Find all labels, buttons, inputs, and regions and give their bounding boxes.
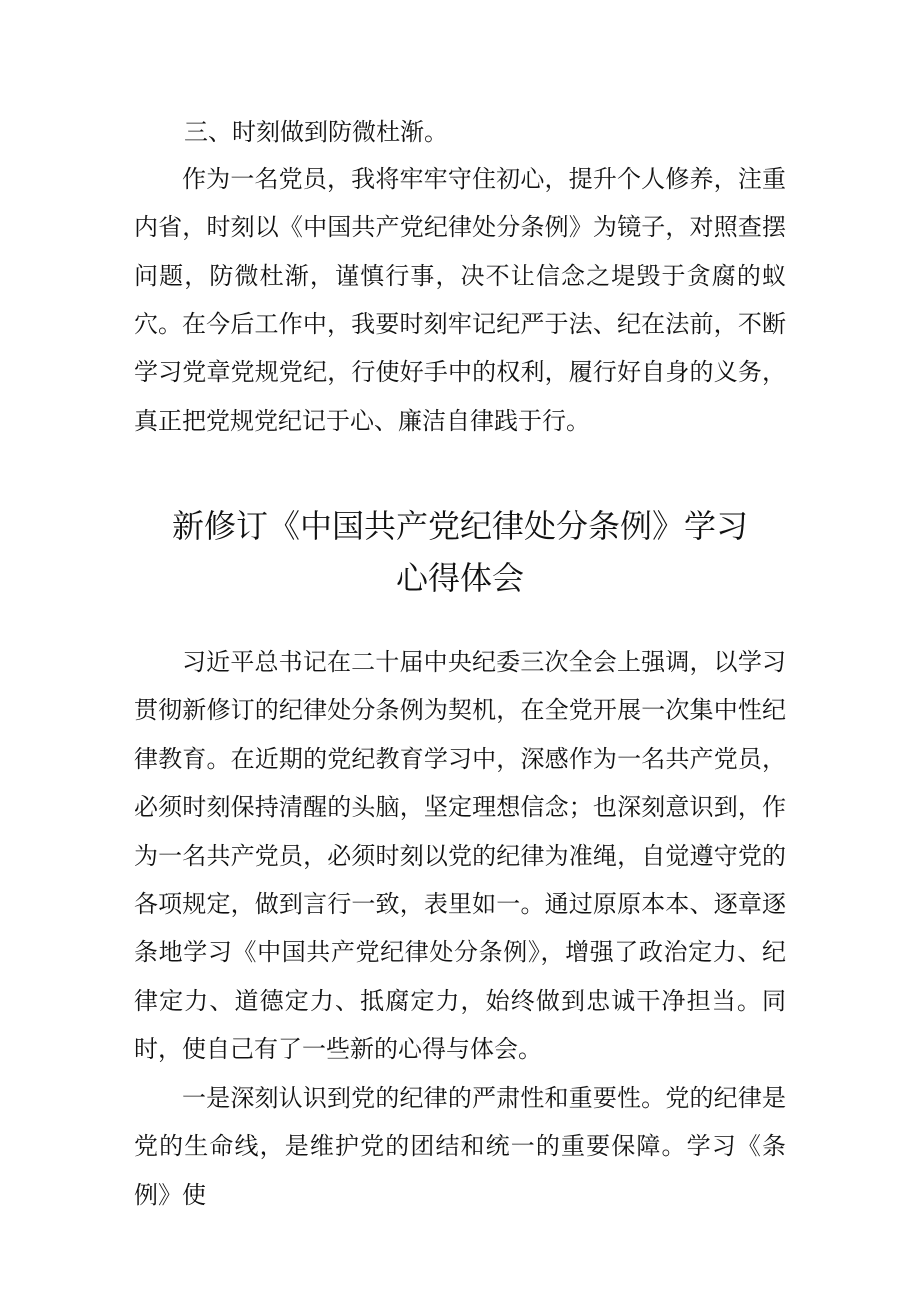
paragraph-future-work: 在今后工作中，我要时刻牢记纪严于法、纪在法前，不断学习党章党规党纪，行使好手中的权利，履行好自身的义务，真正把党规党纪记于心、廉洁自律践于行。 [134, 310, 786, 435]
article-title-line-2: 心得体会 [395, 559, 524, 597]
article-title-line-1: 新修订《中国共产党纪律处分条例》学习 [171, 507, 748, 545]
section-heading: 三、时刻做到防微杜渐。 [184, 118, 448, 146]
article-title [100, 500, 820, 604]
paragraph-point-one: 一是深刻认识到党的纪律的严肃性和重要性。党的纪律是党的生命线，是维护党的团结和统一的重要保障。学习《条例》使 [134, 1084, 786, 1209]
paragraph-self-reflection: 作为一名党员，我将牢牢守住初心，提升个人修养，注重内省，时刻以《中国共产党纪律处分条例》为镜子，对照查摆问题，防微杜渐，谨慎行事，决不让信念之堤毁于贪腐的蚁穴。 [134, 165, 786, 339]
paragraph-intro: 习近平总书记在二十届中央纪委三次全会上强调，以学习贯彻新修订的纪律处分条例为契机，在全党开展一次集中性纪律教育。在近期的党纪教育学习中，深感作为一名共产党员，必须时刻保持清醒的头脑，坚定理想信念；也深刻意识到，作为一名共产党员，必须时刻以党的纪律为准绳，自觉遵守党的各项规定，做到言行一致，表里如一。通过原原本本、逐章逐条地学习《中国共产党纪律处分条例》，增强了政治定力、纪律定力、道德定力、抵腐定力，始终做到忠诚干净担当。同时，使自己有了一些新的心得与体会。 [134, 648, 786, 1064]
